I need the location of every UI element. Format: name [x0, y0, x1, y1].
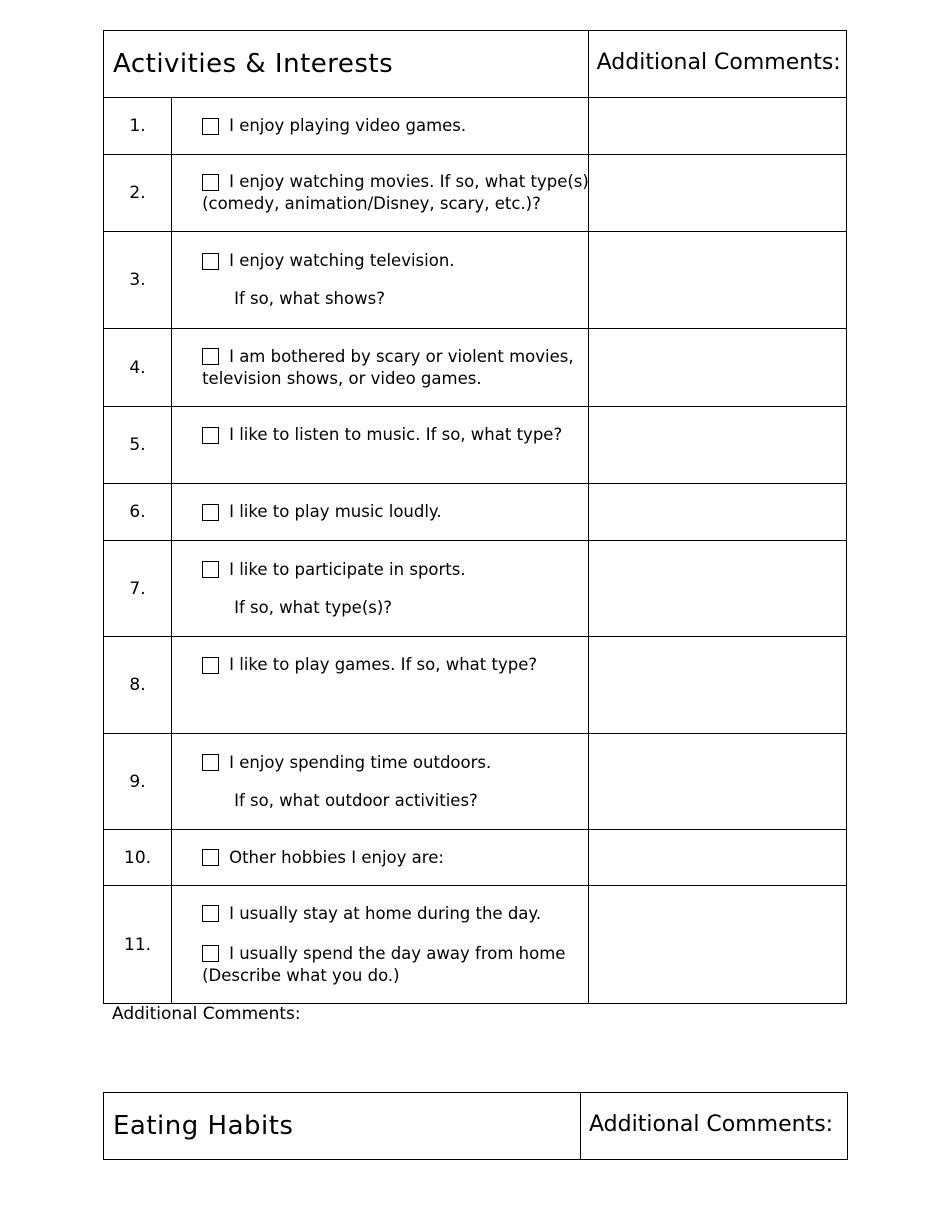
- comment-cell[interactable]: [588, 830, 846, 886]
- item-text: I enjoy spending time outdoors.: [229, 752, 492, 772]
- comment-cell[interactable]: [588, 329, 846, 407]
- item-text: I like to play music loudly.: [229, 502, 442, 521]
- comment-cell[interactable]: [588, 484, 846, 541]
- table-row: [104, 98, 847, 155]
- item-text: I usually stay at home during the day.: [229, 903, 542, 923]
- table-row: [104, 484, 847, 541]
- row-number: 3.: [104, 232, 172, 329]
- item-text-continued: (Describe what you do.): [202, 965, 400, 985]
- item-text-2: I usually spend the day away from home: [229, 943, 566, 963]
- table-row: [104, 830, 847, 886]
- checkbox-video-games[interactable]: [202, 118, 219, 135]
- checkbox-television[interactable]: [202, 253, 219, 270]
- row-number: 8.: [104, 637, 172, 734]
- comment-cell[interactable]: [588, 886, 846, 1004]
- table-row: [104, 329, 847, 407]
- comment-cell[interactable]: [588, 734, 846, 830]
- table-row: [104, 541, 847, 637]
- comments-header: Additional Comments:: [588, 31, 846, 98]
- checkbox-bothered-scary[interactable]: [202, 348, 219, 365]
- item-text: I enjoy watching television.: [229, 251, 455, 270]
- item-text: I like to listen to music. If so, what type?: [229, 425, 563, 444]
- table-row: [104, 407, 847, 484]
- comment-cell[interactable]: [588, 232, 846, 329]
- item-subquestion: If so, what outdoor activities?: [234, 790, 478, 810]
- additional-comments-label: Additional Comments:: [112, 1004, 301, 1024]
- comment-cell[interactable]: [588, 541, 846, 637]
- comment-cell[interactable]: [588, 155, 846, 232]
- item-subquestion: If so, what shows?: [234, 289, 385, 308]
- checkbox-music[interactable]: [202, 427, 219, 444]
- comment-cell[interactable]: [588, 407, 846, 484]
- checkbox-loud-music[interactable]: [202, 504, 219, 521]
- table-row: [104, 734, 847, 830]
- comment-cell[interactable]: [588, 637, 846, 734]
- table-row: [104, 886, 847, 1004]
- row-number: 4.: [104, 329, 172, 407]
- item-subquestion: If so, what type(s)?: [234, 597, 393, 617]
- row-number: 1.: [104, 98, 172, 155]
- item-text: I enjoy watching movies. If so, what type(s): [229, 172, 589, 191]
- table-row: [104, 155, 847, 232]
- item-text-continued: (comedy, animation/Disney, scary, etc.)?: [202, 194, 541, 213]
- eating-habits-title: Eating Habits: [104, 1093, 581, 1160]
- row-number: 9.: [104, 734, 172, 830]
- row-number: 7.: [104, 541, 172, 637]
- comments-header: Additional Comments:: [581, 1093, 848, 1160]
- checkbox-games[interactable]: [202, 657, 219, 674]
- row-number: 11.: [104, 886, 172, 1004]
- activities-title: Activities & Interests: [104, 31, 589, 98]
- item-text: I enjoy playing video games.: [229, 116, 467, 135]
- item-text: I like to play games. If so, what type?: [229, 655, 538, 674]
- activities-interests-table: [103, 30, 847, 1004]
- checkbox-movies[interactable]: [202, 174, 219, 191]
- row-number: 6.: [104, 484, 172, 541]
- checkbox-outdoors[interactable]: [202, 754, 219, 771]
- item-text: I am bothered by scary or violent movies,: [229, 346, 574, 366]
- row-number: 10.: [104, 830, 172, 886]
- checkbox-away-from-home[interactable]: [202, 945, 219, 962]
- comment-cell[interactable]: [588, 98, 846, 155]
- table-row: [104, 232, 847, 329]
- checkbox-sports[interactable]: [202, 561, 219, 578]
- item-text: Other hobbies I enjoy are:: [229, 847, 444, 867]
- item-text-continued: television shows, or video games.: [202, 368, 482, 388]
- eating-habits-table: [103, 1092, 848, 1160]
- item-text: I like to participate in sports.: [229, 559, 466, 579]
- row-number: 5.: [104, 407, 172, 484]
- row-number: 2.: [104, 155, 172, 232]
- checkbox-other-hobbies[interactable]: [202, 849, 219, 866]
- checkbox-stay-home[interactable]: [202, 905, 219, 922]
- table-row: [104, 637, 847, 734]
